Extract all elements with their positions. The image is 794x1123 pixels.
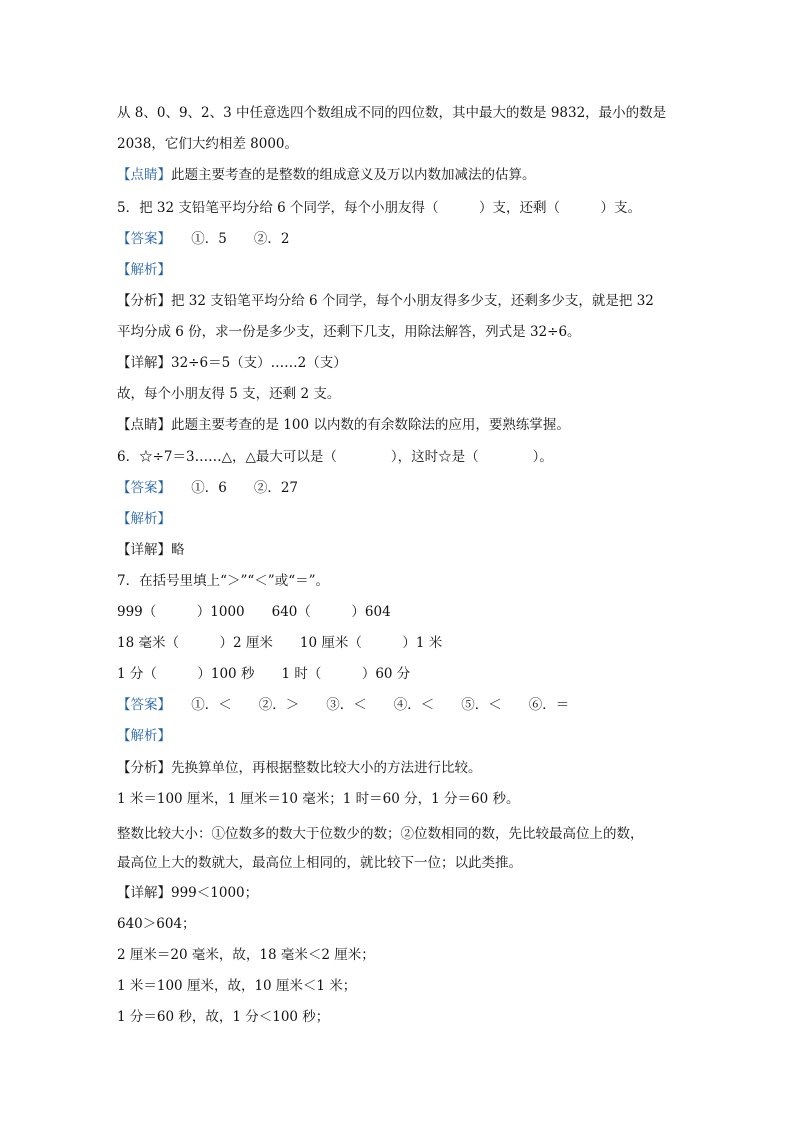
text-line — [117, 510, 171, 528]
line-text: 整数比较大小：①位数多的数大于位数少的数；②位数相同的数，先比较最高位上的数， — [117, 826, 644, 842]
line-text: ①．5 ②．2 — [164, 231, 290, 247]
text-line — [117, 790, 520, 808]
section-tag: 【详解】 — [117, 542, 171, 558]
line-text: 此题主要考查的是整数的组成意义及万以内数加减法的估算。 — [171, 167, 536, 183]
text-line — [117, 665, 410, 683]
answer-line — [117, 230, 289, 248]
section-tag: 【点睛】 — [117, 167, 171, 183]
line-text: 1 分＝60 秒，故，1 分＜100 秒； — [117, 1009, 330, 1025]
line-text: 略 — [171, 542, 185, 558]
text-line — [117, 104, 666, 122]
text-line — [117, 915, 196, 933]
section-tag: 【答案】 — [117, 231, 165, 247]
line-text: 32÷6＝5（支）……2（支） — [171, 355, 347, 371]
text-line — [117, 634, 442, 652]
text-line — [117, 541, 185, 559]
text-line — [117, 261, 171, 279]
line-text: 此题主要考查的是 100 以内数的有余数除法的应用，要熟练掌握。 — [171, 417, 570, 433]
line-text: 先换算单位，再根据整数比较大小的方法进行比较。 — [171, 760, 482, 776]
answer-line — [117, 696, 569, 714]
text-line — [117, 292, 654, 310]
line-text: 999（ ）1000 640（ ）604 — [117, 604, 391, 620]
text-line — [117, 727, 171, 745]
line-text: 1 米＝100 厘米，1 厘米＝10 毫米；1 时＝60 分，1 分＝60 秒。 — [117, 791, 520, 807]
answer-line — [117, 479, 298, 497]
line-text: 最高位上大的数就大，最高位上相同的，就比较下一位；以此类推。 — [117, 855, 522, 871]
question-line — [117, 199, 641, 217]
text-line — [117, 323, 581, 341]
line-text: 18 毫米（ ）2 厘米 10 厘米（ ）1 米 — [117, 635, 443, 651]
line-text: 640＞604； — [117, 916, 196, 932]
question-line — [117, 572, 329, 590]
text-line — [117, 884, 258, 902]
text-line — [117, 854, 522, 872]
line-text: 5．把 32 支铅笔平均分给 6 个同学，每个小朋友得（ ）支，还剩（ ）支。 — [117, 200, 642, 216]
line-text: 7．在括号里填上“＞”“＜”或“＝”。 — [117, 573, 329, 589]
text-line — [117, 354, 347, 372]
section-tag: 【点睛】 — [117, 417, 171, 433]
line-text: 把 32 支铅笔平均分给 6 个同学，每个小朋友得多少支，还剩多少支，就是把 32 — [171, 293, 654, 309]
question-line — [117, 448, 553, 466]
section-tag: 【详解】 — [117, 885, 171, 901]
line-text: 故，每个小朋友得 5 支，还剩 2 支。 — [117, 386, 341, 402]
line-text: 1 分（ ）100 秒 1 时（ ）60 分 — [117, 666, 411, 682]
section-tag: 【详解】 — [117, 355, 171, 371]
text-line — [117, 1008, 329, 1026]
line-text: 999＜1000； — [171, 885, 259, 901]
line-text: 1 米＝100 厘米，故，10 厘米＜1 米； — [117, 978, 357, 994]
line-text: ①．＜ ②．＞ ③．＜ ④．＜ ⑤．＜ ⑥．＝ — [164, 697, 570, 713]
section-tag: 【分析】 — [117, 760, 171, 776]
line-text: 2 厘米＝20 毫米，故，18 毫米＜2 厘米； — [117, 947, 375, 963]
section-tag: 【解析】 — [117, 262, 171, 278]
section-tag: 【答案】 — [117, 697, 165, 713]
section-tag: 【分析】 — [117, 293, 171, 309]
line-text: 2038，它们大约相差 8000。 — [117, 136, 299, 152]
text-line — [117, 166, 536, 184]
text-line — [117, 416, 570, 434]
section-tag: 【解析】 — [117, 511, 171, 527]
line-text: 平均分成 6 份，求一份是多少支，还剩下几支，用除法解答，列式是 32÷6。 — [117, 324, 581, 340]
text-line — [117, 977, 356, 995]
line-text: 6．☆÷7＝3……△，△最大可以是（ ），这时☆是（ ）。 — [117, 449, 553, 465]
text-line — [117, 825, 644, 843]
text-line — [117, 385, 340, 403]
text-line — [117, 135, 298, 153]
section-tag: 【解析】 — [117, 728, 171, 744]
section-tag: 【答案】 — [117, 480, 165, 496]
text-line — [117, 759, 482, 777]
line-text: 从 8、0、9、2、3 中任意选四个数组成不同的四位数，其中最大的数是 9832，最小的数是 — [117, 105, 667, 121]
text-line — [117, 603, 391, 621]
text-line — [117, 946, 375, 964]
line-text: ①．6 ②．27 — [164, 480, 299, 496]
